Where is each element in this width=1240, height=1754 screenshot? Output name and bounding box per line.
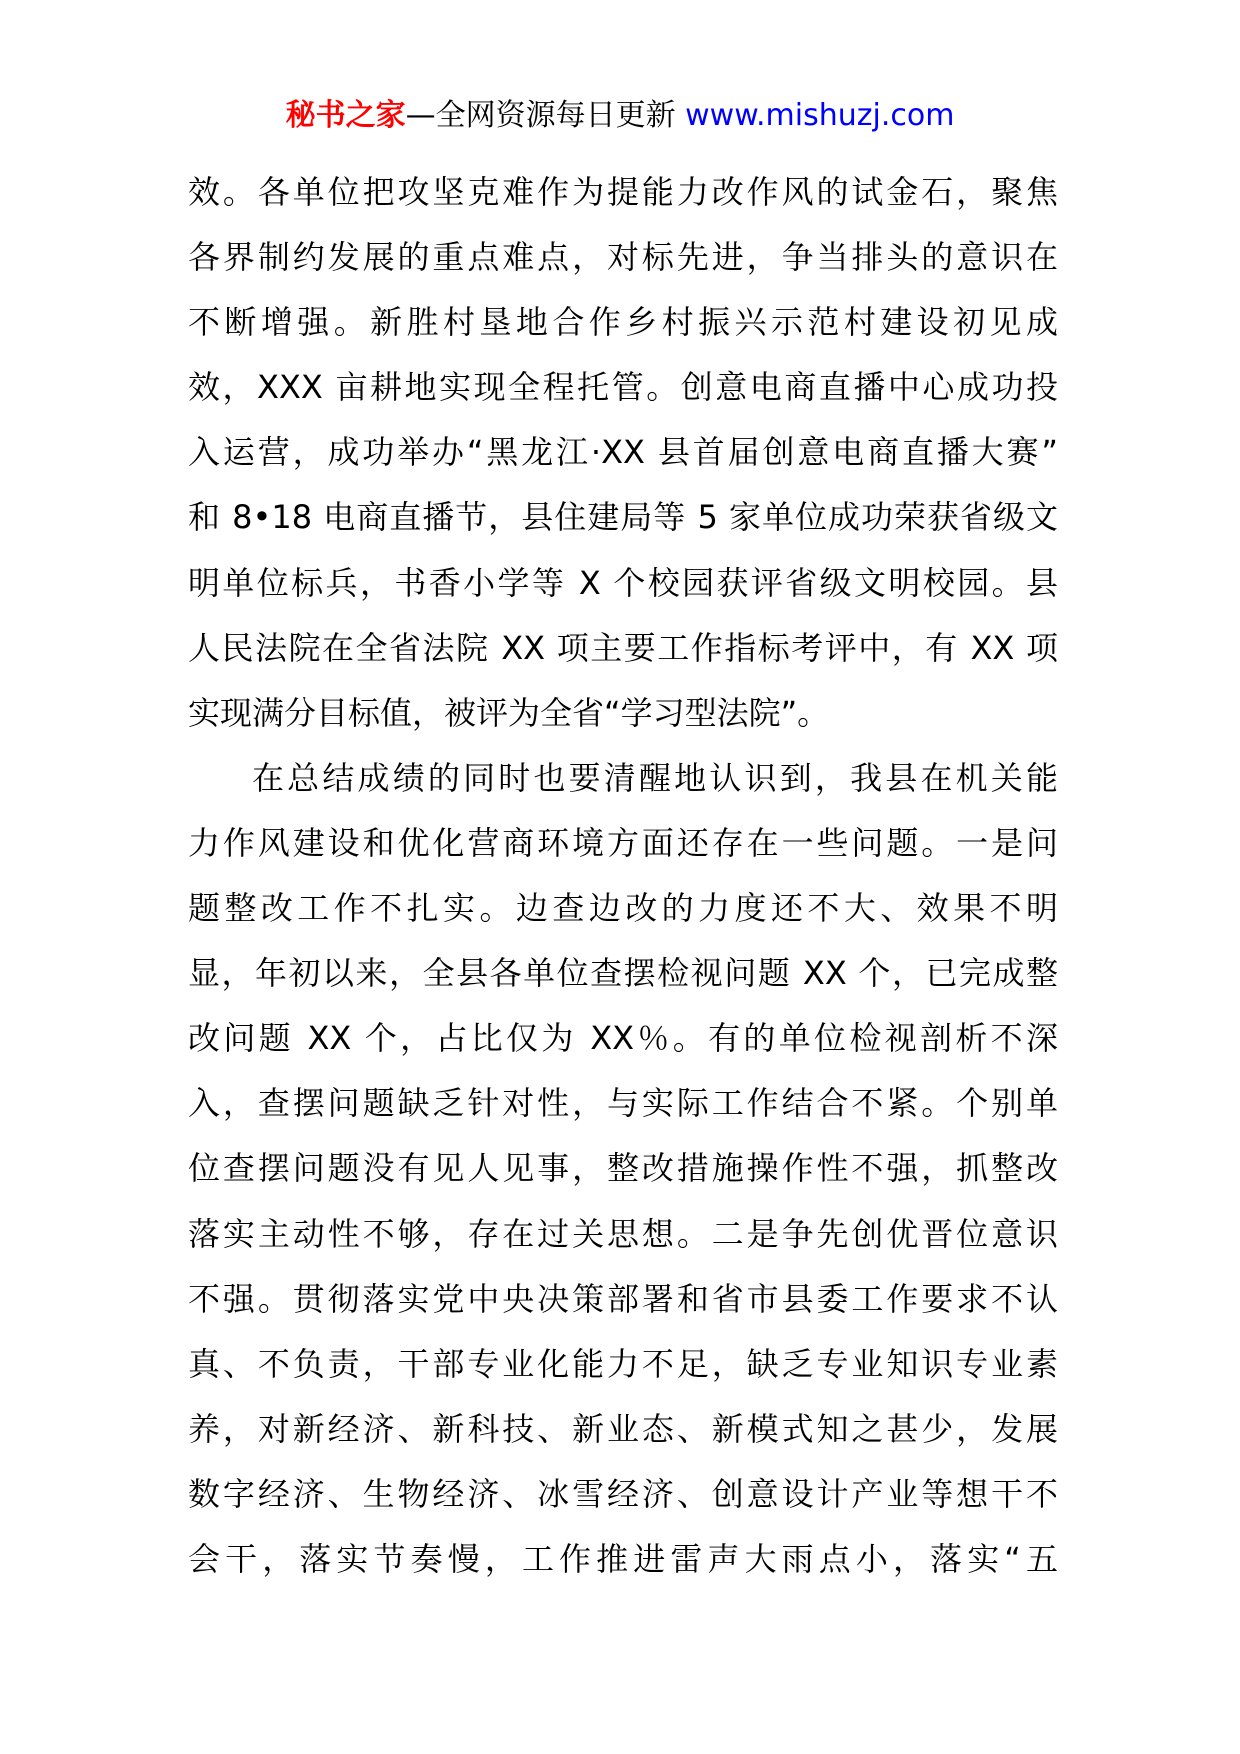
- text-line: 改问题 XX 个，占比仅为 XX％。有的单位检视剖析不深: [188, 1019, 1058, 1058]
- text-line: 不断增强。新胜村垦地合作乡村振兴示范村建设初见成: [188, 303, 1058, 342]
- text-line: 实现满分目标值，被评为全省“学习型法院”。: [188, 693, 830, 732]
- text-line: 显，年初以来，全县各单位查摆检视问题 XX 个，已完成整: [188, 954, 1058, 993]
- brand-name: 秘书之家: [285, 98, 406, 133]
- paragraph: [188, 160, 1058, 746]
- text-line: 人民法院在全省法院 XX 项主要工作指标考评中，有 XX 项: [188, 628, 1058, 667]
- text-line: 数字经济、生物经济、冰雪经济、创意设计产业等想干不: [188, 1474, 1058, 1513]
- text-line: 各界制约发展的重点难点，对标先进，争当排头的意识在: [188, 238, 1058, 277]
- text-line: 和 8•18 电商直播节，县住建局等 5 家单位成功荣获省级文: [188, 498, 1058, 537]
- document-body: [188, 160, 1058, 1592]
- text-line: 入，查摆问题缺乏针对性，与实际工作结合不紧。个别单: [188, 1084, 1058, 1123]
- text-line: 明单位标兵，书香小学等 X 个校园获评省级文明校园。县: [188, 563, 1058, 602]
- text-line: 效。各单位把攻坚克难作为提能力改作风的试金石，聚焦: [188, 173, 1058, 211]
- site-url-link[interactable]: www.mishuzj.com: [685, 98, 955, 133]
- text-line: 落实主动性不够，存在过关思想。二是争先创优晋位意识: [188, 1214, 1058, 1253]
- text-line: 入运营，成功举办“黑龙江·XX 县首届创意电商直播大赛”: [188, 433, 1058, 472]
- document-header: [0, 96, 1240, 136]
- text-line: 题整改工作不扎实。边查边改的力度还不大、效果不明: [188, 889, 1058, 928]
- text-line: 效，XXX 亩耕地实现全程托管。创意电商直播中心成功投: [188, 368, 1058, 407]
- text-line: 养，对新经济、新科技、新业态、新模式知之甚少，发展: [188, 1409, 1058, 1448]
- text-line: 位查摆问题没有见人见事，整改措施操作性不强，抓整改: [188, 1149, 1058, 1188]
- paragraph: [188, 746, 1058, 1592]
- text-line: 真、不负责，干部专业化能力不足，缺乏专业知识专业素: [188, 1344, 1058, 1383]
- text-line: 会干，落实节奏慢，工作推进雷声大雨点小，落实“五: [188, 1539, 1058, 1578]
- text-line: 力作风建设和优化营商环境方面还存在一些问题。一是问: [188, 823, 1058, 862]
- header-slogan: —全网资源每日更新: [405, 98, 676, 133]
- text-line: 在总结成绩的同时也要清醒地认识到，我县在机关能: [252, 758, 1058, 797]
- text-line: 不强。贯彻落实党中央决策部署和省市县委工作要求不认: [188, 1279, 1058, 1318]
